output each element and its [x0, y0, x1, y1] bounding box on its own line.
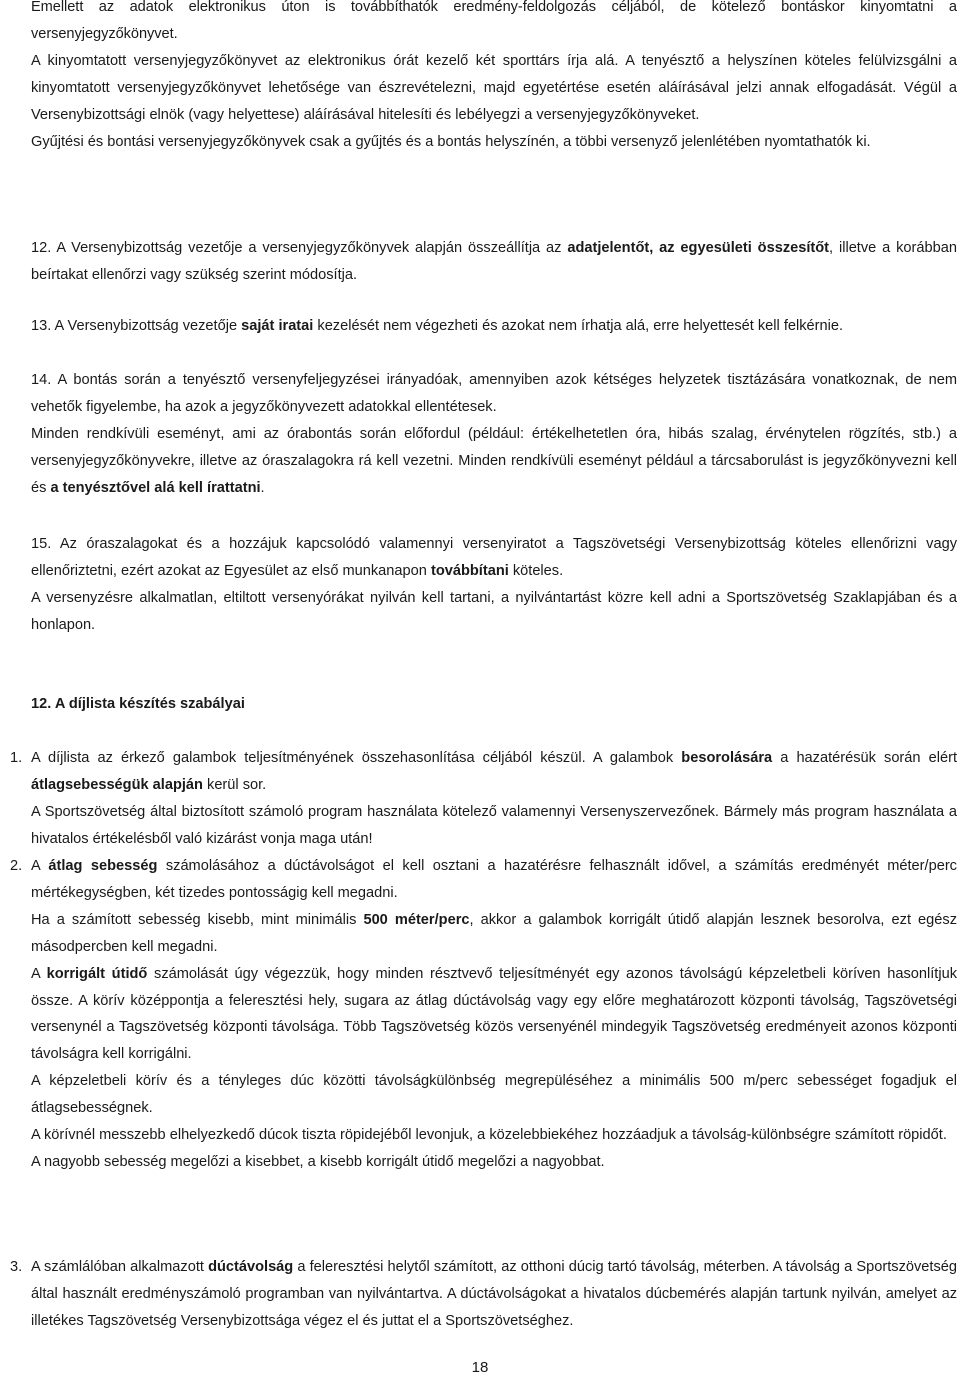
text-run: a hazatérésük során elért — [772, 750, 958, 766]
item-number: 13. — [31, 318, 52, 334]
text-run: A — [31, 858, 49, 874]
subsection-2 — [10, 853, 957, 1176]
text-run: köteles. — [508, 562, 564, 579]
subsection-number: 2. — [10, 858, 23, 874]
text-run: a feleresztési helytől számított, az otthoni dúcig tartó távolság, méterben. A távolság a Sportszövetség által használt eredményszámoló programban van nyilvántartva. A dúctávolságokat a hivatalos dúcbemérés alapján tartunk nyilván, amelyet az illetékes Tagszövetség Versenybizottsága végez el és juttat el a Sportszövetséghez. — [31, 1259, 957, 1329]
item-number: 14. — [31, 372, 52, 388]
subsection-3-para-1 — [31, 1254, 957, 1335]
section-heading — [31, 691, 957, 718]
text-run: kezelését nem végezheti és azokat nem írhatja alá, erre helyettesét kell felkérnie. — [313, 318, 844, 334]
bold-run: továbbítani — [430, 562, 509, 579]
subsection-3-body — [31, 1254, 957, 1335]
subsection-2-para-6: A nagyobb sebesség megelőzi a kisebbet, a kisebb korrigált útidő megelőzi a nagyobbat. — [31, 1153, 605, 1170]
text-run: Ha a számított sebesség kisebb, mint minimális — [31, 911, 364, 928]
bold-run: a tenyésztővel alá kell írattatni — [50, 479, 261, 496]
intro-block — [31, 0, 957, 155]
text-run: kerül sor. — [202, 776, 267, 793]
intro-paragraph-3: Gyűjtési és bontási versenyjegyzőkönyvek csak a gyűjtés és a bontás helyszínén, a többi versenyző jelenlétében nyomtathatók ki. — [31, 133, 871, 150]
subsection-2-para-3 — [31, 961, 957, 1069]
subsection-number: 3. — [10, 1259, 23, 1275]
item-12 — [31, 235, 957, 289]
intro-paragraph-2: A kinyomtatott versenyjegyzőkönyvet az elektronikus órát kezelő két sporttárs írja alá. A tenyésztő a helyszínen köteles felülvizsgálni a kinyomtatott versenyjegyzőkönyvet lehetősége van észrevételezni, majd egyetértése esetén aláírásával jelzi annak elfogadását. Végül a Versenybizottsági elnök (vagy helyettese) aláírásával hitelesíti és lebélyegzi a versenyjegyzőkönyveket. — [31, 52, 957, 123]
subsection-1-para-1 — [31, 745, 957, 799]
subsection-2-body — [31, 853, 957, 1176]
subsection-number: 1. — [10, 750, 23, 766]
item-number: 12. — [31, 240, 52, 256]
subsection-1-para-2: A Sportszövetség által biztosított számoló program használata kötelező valamennyi Versenyszervezőnek. Bármely más program használata a hivatalos értékelésből való kizárást vonja maga után! — [31, 803, 957, 847]
subsection-1-body — [31, 745, 957, 853]
subsection-3 — [10, 1254, 957, 1335]
bold-run: adatjelentőt, az egyesületi összesítőt — [567, 240, 830, 256]
bold-run: korrigált útidő — [46, 965, 148, 982]
text-run: A Versenybizottság vezetője a versenyjegyzőkönyvek alapján összeállítja az — [51, 240, 568, 256]
text-run: Minden rendkívüli eseményt, ami az órabontás során előfordul (például: értékelhetetlen óra, hibás szalag, érvénytelen rögzítés, stb.) a versenyjegyzőkönyvekre, illetve az óraszalagokra rá kell vezetni. Minden rendkívüli eseményt például a tárcsaborulást is jegyzőkönyvezni kell és — [31, 425, 957, 496]
section-number: 12. — [31, 696, 52, 712]
text-run: A bontás során a tenyésztő versenyfeljegyzései irányadóak, amennyiben azok kétséges helyzetek tisztázására vonatkoznak, de nem vehetők figyelembe, ha azok a jegyzőkönyvezett adatokkal ellentétesek. — [31, 372, 957, 415]
bold-run: dúctávolság — [208, 1259, 294, 1275]
item-14 — [31, 367, 957, 502]
subsection-1 — [10, 745, 957, 853]
section-title-text: A díjlista készítés szabályai — [54, 696, 245, 712]
text-run: A — [31, 965, 47, 982]
subsection-2-para-1 — [31, 853, 957, 907]
item-14-text-1 — [31, 367, 957, 421]
text-run: Az óraszalagokat és a hozzájuk kapcsolódó valamennyi versenyiratot a Tagszövetségi Versenybizottság köteles ellenőrizni vagy ellenőriztetni, ezért azokat az Egyesület az első munkanapon — [31, 536, 957, 579]
text-run: , illetve a korábban beírtakat ellenőrzi vagy szükség szerint módosítja. — [31, 240, 957, 283]
intro-paragraph-1: Emellett az adatok elektronikus úton is továbbíthatók eredmény-feldolgozás céljából, de kötelező bontáskor kinyomtatni a versenyjegyzőkönyvet. — [31, 0, 957, 42]
subsection-2-para-2 — [31, 907, 957, 961]
bold-run: saját iratai — [241, 318, 314, 334]
subsection-2-para-5: A körívnél messzebb elhelyezkedő dúcok tiszta röpidejéből levonjuk, a közelebbiekéhez hozzáadjuk a távolság-különbségre számított röpidőt. — [31, 1127, 947, 1144]
item-14-text-2 — [31, 421, 957, 502]
subsection-2-para-4: A képzeletbeli körív és a tényleges dúc közötti távolságkülönbség megrepüléséhez a minimális 500 m/perc sebességet fogadjuk el átlagsebességnek. — [31, 1073, 957, 1117]
text-run: számolását úgy végezzük, hogy minden résztvevő teljesítményét egy azonos távolságú képzeletbeli köríven hasonlítjuk össze. A körív középpontja a feleresztési hely, sugara az átlag dúctávolság vagy egy előre meghatározott központi távolság, Tagszövetségi versenynél a Tagszövetség központi távolsága. Több Tagszövetség közös versenyénél mindegyik Tagszövetség eredményeit azonos központi távolságra kell korrigálni. — [31, 965, 957, 1063]
item-12-text — [31, 235, 957, 289]
bold-run: átlag sebesség — [48, 858, 158, 874]
text-run: A számlálóban alkalmazott — [31, 1259, 209, 1275]
item-15-text-1 — [31, 531, 957, 585]
item-15-text-2: A versenyzésre alkalmatlan, eltiltott versenyórákat nyilván kell tartani, a nyilvántartást közre kell adni a Sportszövetség Szaklapjában és a honlapon. — [31, 589, 957, 633]
item-number: 15. — [31, 536, 52, 552]
text-run: A díjlista az érkező galambok teljesítményének összehasonlítása céljából készül. A galambok — [31, 750, 682, 766]
item-13 — [31, 313, 957, 340]
section-title — [31, 691, 957, 718]
page-number: 18 — [471, 1359, 489, 1376]
item-15 — [31, 531, 957, 639]
bold-run: 500 méter/perc — [363, 911, 470, 928]
text-run: , akkor a galambok korrigált útidő alapján lesznek besorolva, ezt egész másodpercben kell megadni. — [31, 911, 957, 955]
bold-run: átlagsebességük alapján — [31, 776, 203, 793]
text-run: . — [260, 479, 265, 496]
text-run: számolásához a dúctávolságot el kell osztani a hazatérésre felhasznált idővel, a számítás eredményét méter/perc mértékegységben, két tizedes pontosságig kell megadni. — [31, 858, 957, 901]
bold-run: besorolására — [681, 750, 773, 766]
text-run: A Versenybizottság vezetője — [51, 318, 242, 334]
item-13-text — [31, 313, 957, 340]
